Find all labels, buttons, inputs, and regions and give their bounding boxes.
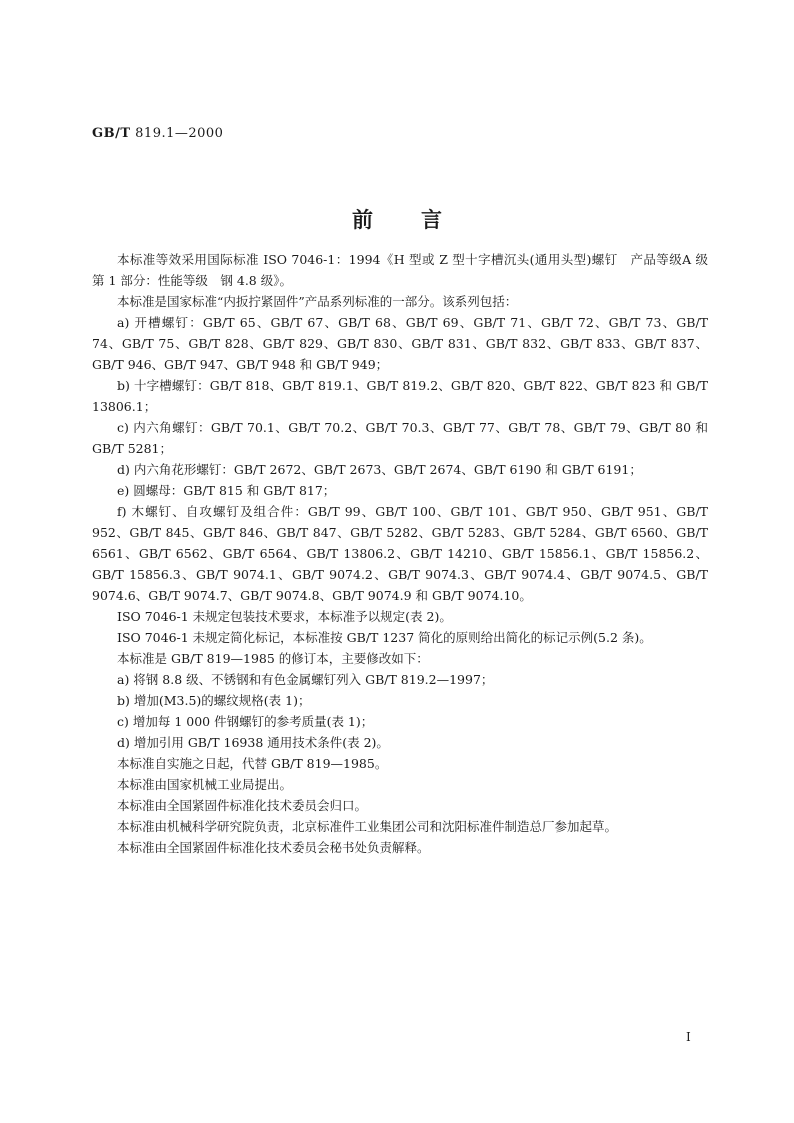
page-number: I (686, 1030, 691, 1044)
list-item-hexalobular-socket-screws: d) 内六角花形螺钉：GB/T 2672、GB/T 2673、GB/T 2674、GB/T 6190 和 GB/T 6191； (117, 462, 642, 477)
paragraph-series-intro: 本标准是国家标准“内扳拧紧固件”产品系列标准的一部分。该系列包括： (117, 294, 518, 309)
list-item-round-nuts: e) 圆螺母：GB/T 815 和 GB/T 817； (117, 483, 336, 498)
list-item-change-c: c) 增加每 1 000 件钢螺钉的参考质量(表 1)； (117, 714, 374, 729)
paragraph-packaging: ISO 7046-1 未规定包装技术要求，本标准予以规定(表 2)。 (117, 609, 452, 624)
foreword-body (92, 249, 721, 858)
standard-number: 819.1—2000 (130, 126, 224, 141)
paragraph-replaces: 本标准自实施之日起，代替 GB/T 819—1985。 (117, 756, 388, 771)
list-item-wood-tapping-screws: f) 木螺钉、自攻螺钉及组合件：GB/T 99、GB/T 100、GB/T 101、GB/T 950、GB/T 951、GB/T 952、GB/T 845、GB/T 846、GB/T 847、GB/T 5282、GB/T 5283、GB/T 5284、GB/T 6560、GB/T 6561、GB/T 6562、GB/T 6564、GB/T 13806.2、GB/T 14210、GB/T 15856.1、GB/T 15856.2、GB/T 15856.3、GB/T 9074.1、GB/T 9074.2、GB/T 9074.3、GB/T 9074.4、GB/T 9074.5、GB/T 9074.6、GB/T 9074.7、GB/T 9074.8、GB/T 9074.9 和 GB/T 9074.10。 (92, 504, 708, 603)
list-item-change-a: a) 将钢 8.8 级、不锈钢和有色金属螺钉列入 GB/T 819.2—1997； (117, 672, 494, 687)
paragraph-simplified-marking: ISO 7046-1 未规定简化标记，本标准按 GB/T 1237 简化的原则给出简化的标记示例(5.2 条)。 (117, 630, 652, 645)
list-item-change-b: b) 增加(M3.5)的螺纹规格(表 1)； (117, 693, 311, 708)
paragraph-adoption: 本标准等效采用国际标准 ISO 7046-1：1994《H 型或 Z 型十字槽沉头(通用头型)螺钉 产品等级A 级 第 1 部分：性能等级 钢 4.8 级》。 (92, 252, 721, 288)
list-item-change-d: d) 增加引用 GB/T 16938 通用技术条件(表 2)。 (117, 735, 389, 750)
list-item-hexagon-socket-screws: c) 内六角螺钉：GB/T 70.1、GB/T 70.2、GB/T 70.3、GB/T 77、GB/T 78、GB/T 79、GB/T 80 和 GB/T 5281； (92, 420, 708, 456)
standard-prefix: GB/T (92, 126, 131, 141)
list-item-cross-recessed-screws: b) 十字槽螺钉：GB/T 818、GB/T 819.1、GB/T 819.2、GB/T 820、GB/T 822、GB/T 823 和 GB/T 13806.1； (92, 378, 708, 414)
standard-number-header (92, 126, 223, 141)
paragraph-proposed-by: 本标准由国家机械工业局提出。 (117, 777, 293, 792)
paragraph-interpreted-by: 本标准由全国紧固件标准化技术委员会秘书处负责解释。 (117, 840, 430, 855)
list-item-slotted-screws: a) 开槽螺钉：GB/T 65、GB/T 67、GB/T 68、GB/T 69、GB/T 71、GB/T 72、GB/T 73、GB/T 74、GB/T 75、GB/T 828、GB/T 829、GB/T 830、GB/T 831、GB/T 832、GB/T 833、GB/T 837、GB/T 946、GB/T 947、GB/T 948 和 GB/T 949； (92, 315, 708, 372)
paragraph-centralized-by: 本标准由全国紧固件标准化技术委员会归口。 (117, 798, 368, 813)
paragraph-drafted-by: 本标准由机械科学研究院负责，北京标准件工业集团公司和沈阳标准件制造总厂参加起草。 (117, 819, 618, 834)
paragraph-revision-intro: 本标准是 GB/T 819—1985 的修订本，主要修改如下： (117, 651, 429, 666)
page-title: 前言 (352, 207, 490, 232)
